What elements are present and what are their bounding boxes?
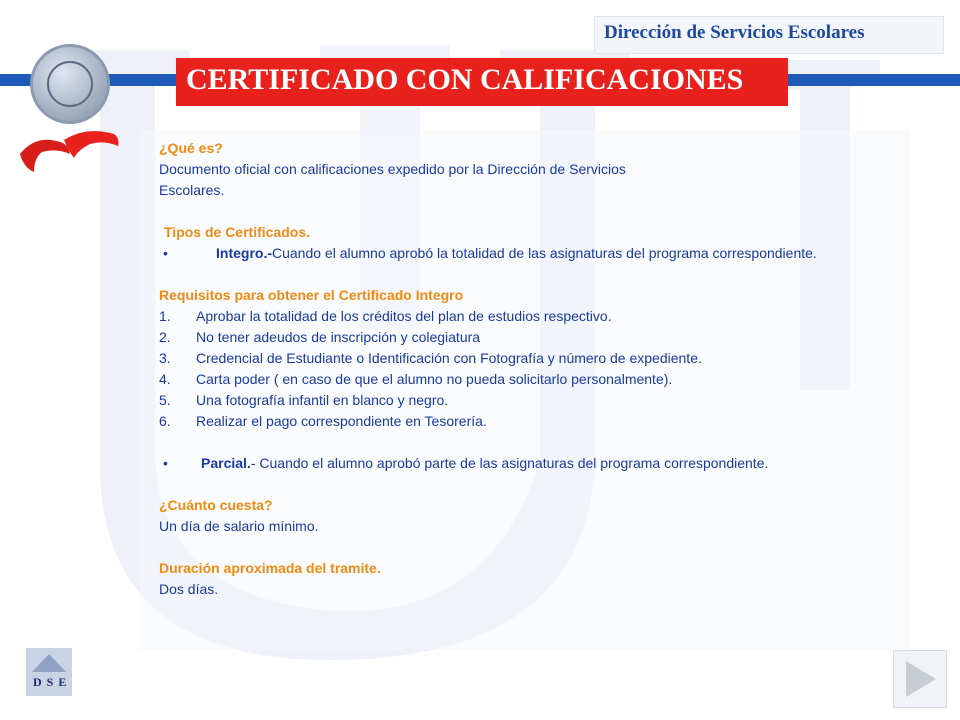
parcial-term: Parcial.	[201, 455, 251, 471]
tipos-heading: Tipos de Certificados.	[164, 224, 310, 240]
requisitos-list	[159, 306, 919, 432]
duracion-heading: Duración aproximada del tramite.	[159, 560, 381, 576]
red-decorative-shape	[16, 128, 122, 178]
slide-title: CERTIFICADO CON CALIFICACIONES	[186, 63, 744, 96]
list-item: 3. Credencial de Estudiante o Identificación con Fotografía y número de expediente.	[159, 350, 702, 366]
list-item: 6. Realizar el pago correspondiente en Tesorería.	[159, 413, 487, 429]
department-title: Dirección de Servicios Escolares	[604, 22, 865, 43]
parcial-item	[159, 453, 919, 474]
que-es-heading: ¿Qué es?	[159, 140, 223, 156]
cuanto-heading: ¿Cuánto cuesta?	[159, 497, 273, 513]
integro-item	[159, 243, 919, 264]
requisitos-heading: Requisitos para obtener el Certificado Integro	[159, 287, 464, 303]
home-up-arrow-icon	[32, 654, 66, 672]
content-area	[159, 138, 919, 600]
que-es-line-2: Escolares.	[159, 182, 225, 198]
bullet-icon: •	[163, 245, 168, 261]
play-arrow-icon	[906, 661, 936, 697]
list-item: 4. Carta poder ( en caso de que el alumno no pueda solicitarlo personalmente).	[159, 371, 673, 387]
integro-description: Cuando el alumno aprobó la totalidad de las asignaturas del programa correspondiente.	[272, 245, 817, 261]
parcial-description: - Cuando el alumno aprobó parte de las asignaturas del programa correspondiente.	[250, 455, 769, 471]
list-item: 2. No tener adeudos de inscripción y colegiatura	[159, 329, 481, 345]
university-seal-logo	[30, 44, 110, 124]
list-item: 5. Una fotografía infantil en blanco y negro.	[159, 392, 449, 408]
bullet-icon: •	[163, 455, 168, 471]
integro-term: Integro.-	[216, 245, 272, 261]
cuanto-text: Un día de salario mínimo.	[159, 518, 319, 534]
home-button-label: D S E	[33, 675, 68, 689]
que-es-line-1: Documento oficial con calificaciones expedido por la Dirección de Servicios	[159, 161, 626, 177]
list-item: 1. Aprobar la totalidad de los créditos del plan de estudios respectivo.	[159, 308, 612, 324]
duracion-text: Dos días.	[159, 581, 219, 597]
